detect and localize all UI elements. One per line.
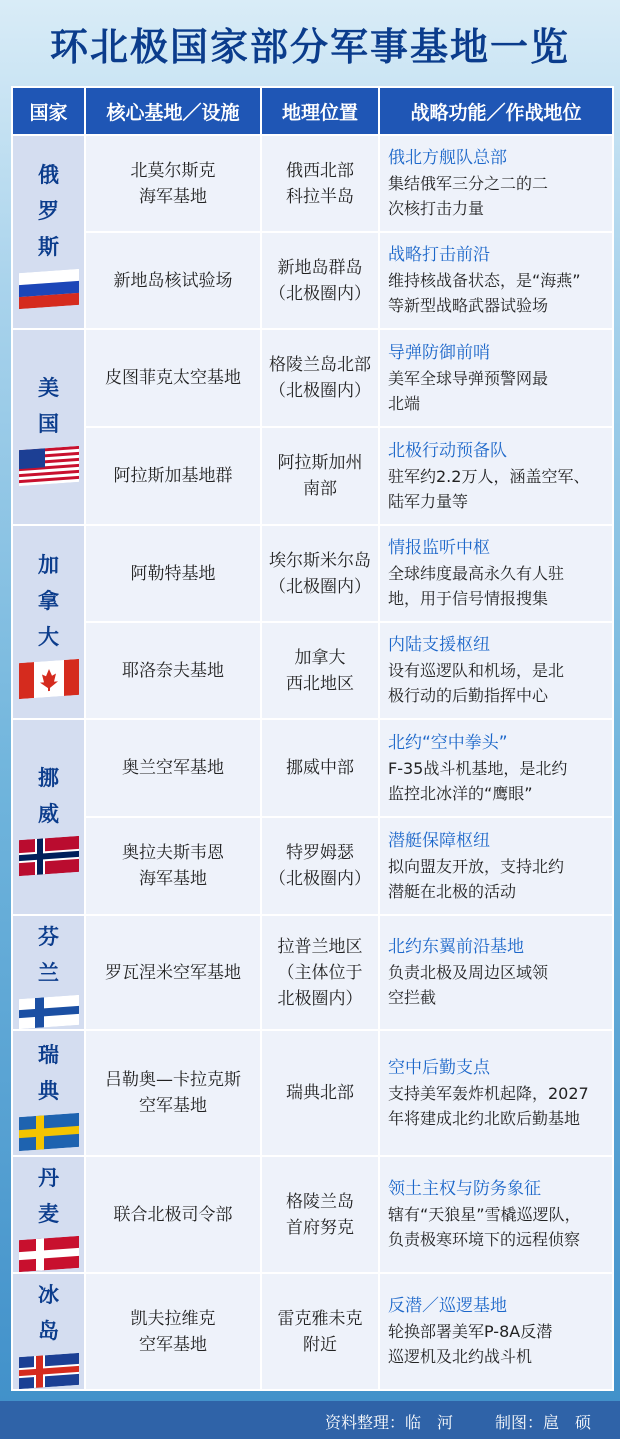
table-row — [12, 329, 613, 427]
header-row — [12, 87, 613, 135]
denmark-flag-icon — [19, 1235, 79, 1271]
base-cell: 阿勒特基地 — [85, 525, 261, 622]
table-row — [12, 1273, 613, 1390]
country-cell-finland — [12, 915, 85, 1030]
location-cell: 雷克雅未克 附近 — [261, 1273, 379, 1390]
country-name: 俄 罗 斯 — [38, 163, 59, 259]
country-name: 美 国 — [38, 376, 59, 436]
country-name: 冰 岛 — [38, 1282, 59, 1343]
table-row — [12, 915, 613, 1030]
table-row — [12, 1156, 613, 1273]
country-name: 加 拿 大 — [38, 553, 59, 649]
header-country: 国家 — [12, 87, 85, 135]
function-cell: 俄北方舰队总部 集结俄军三分之二的二 次核打击力量 — [379, 135, 613, 232]
location-cell: 瑞典北部 — [261, 1030, 379, 1156]
location-cell: 阿拉斯加州 南部 — [261, 427, 379, 525]
country-name: 芬 兰 — [38, 924, 59, 985]
table-row — [12, 622, 613, 719]
location-cell: 格陵兰岛 首府努克 — [261, 1156, 379, 1273]
table-row — [12, 1030, 613, 1156]
header-function: 战略功能／作战地位 — [379, 87, 613, 135]
table-row — [12, 232, 613, 329]
canada-flag-icon — [19, 659, 79, 699]
country-cell-usa — [12, 329, 85, 525]
location-cell: 加拿大 西北地区 — [261, 622, 379, 719]
header-location: 地理位置 — [261, 87, 379, 135]
country-cell-denmark — [12, 1156, 85, 1273]
country-name: 瑞 典 — [38, 1043, 59, 1103]
function-cell: 北约东翼前沿基地 负责北极及周边区域领 空拦截 — [379, 915, 613, 1030]
function-cell: 领土主权与防务象征 辖有“天狼星”雪橇巡逻队， 负责极寒环境下的远程侦察 — [379, 1156, 613, 1273]
function-cell: 导弹防御前哨 美军全球导弹预警网最 北端 — [379, 329, 613, 427]
function-cell: 情报监听中枢 全球纬度最高永久有人驻 地，用于信号情报搜集 — [379, 525, 613, 622]
function-cell: 内陆支援枢纽 设有巡逻队和机场，是北 极行动的后勤指挥中心 — [379, 622, 613, 719]
russia-flag-icon — [19, 269, 79, 309]
header-base: 核心基地／设施 — [85, 87, 261, 135]
iceland-flag-icon — [19, 1352, 79, 1388]
country-cell-russia — [12, 135, 85, 329]
base-cell: 阿拉斯加基地群 — [85, 427, 261, 525]
location-cell: 新地岛群岛 （北极圈内） — [261, 232, 379, 329]
function-cell: 潜艇保障枢纽 拟向盟友开放，支持北约 潜艇在北极的活动 — [379, 817, 613, 915]
table-row — [12, 135, 613, 232]
location-cell: 拉普兰地区 （主体位于 北极圈内） — [261, 915, 379, 1030]
sweden-flag-icon — [19, 1113, 79, 1151]
base-cell: 罗瓦涅米空军基地 — [85, 915, 261, 1030]
base-cell: 奥兰空军基地 — [85, 719, 261, 817]
function-cell: 空中后勤支点 支持美军轰炸机起降，2027 年将建成北约北欧后勤基地 — [379, 1030, 613, 1156]
base-cell: 奥拉夫斯韦恩 海军基地 — [85, 817, 261, 915]
base-cell: 联合北极司令部 — [85, 1156, 261, 1273]
table-row — [12, 817, 613, 915]
bases-table — [11, 86, 614, 1391]
usa-flag-icon — [19, 446, 79, 486]
base-cell: 皮图菲克太空基地 — [85, 329, 261, 427]
base-cell: 耶洛奈夫基地 — [85, 622, 261, 719]
location-cell: 俄西北部 科拉半岛 — [261, 135, 379, 232]
country-name: 丹 麦 — [38, 1165, 59, 1226]
country-cell-norway — [12, 719, 85, 915]
norway-flag-icon — [19, 836, 79, 876]
function-cell: 反潜／巡逻基地 轮换部署美军P-8A反潜 巡逻机及北约战斗机 — [379, 1273, 613, 1390]
function-cell: 北约“空中拳头” F-35战斗机基地，是北约 监控北冰洋的“鹰眼” — [379, 719, 613, 817]
function-cell: 战略打击前沿 维持核战备状态，是“海燕” 等新型战略武器试验场 — [379, 232, 613, 329]
country-cell-canada — [12, 525, 85, 719]
location-cell: 格陵兰岛北部 （北极圈内） — [261, 329, 379, 427]
base-cell: 吕勒奥—卡拉克斯 空军基地 — [85, 1030, 261, 1156]
country-cell-iceland — [12, 1273, 85, 1390]
finland-flag-icon — [19, 994, 79, 1028]
footer — [0, 1401, 620, 1439]
base-cell: 凯夫拉维克 空军基地 — [85, 1273, 261, 1390]
source-credit: 资料整理：临 河 — [325, 1413, 454, 1432]
table-row — [12, 525, 613, 622]
country-cell-sweden — [12, 1030, 85, 1156]
location-cell: 埃尔斯米尔岛 （北极圈内） — [261, 525, 379, 622]
location-cell: 特罗姆瑟 （北极圈内） — [261, 817, 379, 915]
design-credit: 制图：扈 硕 — [495, 1413, 592, 1432]
location-cell: 挪威中部 — [261, 719, 379, 817]
base-cell: 北莫尔斯克 海军基地 — [85, 135, 261, 232]
page-title: 环北极国家部分军事基地一览 — [49, 24, 570, 69]
function-cell: 北极行动预备队 驻军约2.2万人，涵盖空军、 陆军力量等 — [379, 427, 613, 525]
base-cell: 新地岛核试验场 — [85, 232, 261, 329]
table-row — [12, 719, 613, 817]
country-name: 挪 威 — [38, 766, 59, 826]
table-row — [12, 427, 613, 525]
